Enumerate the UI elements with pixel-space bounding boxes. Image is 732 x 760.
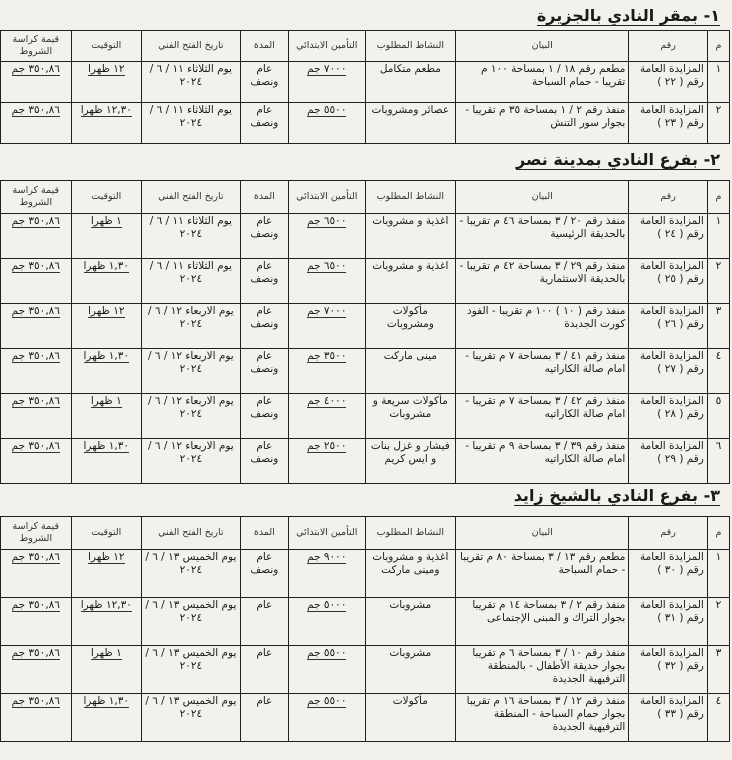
cell-fee: ٣٥٠,٨٦ جم xyxy=(1,304,72,349)
cell-duration: عام ونصف xyxy=(240,550,288,598)
cell-date: يوم الاربعاء ١٢ / ٦ / ٢٠٢٤ xyxy=(142,349,241,394)
cell-duration: عام ونصف xyxy=(240,349,288,394)
cell-duration: عام ونصف xyxy=(240,62,288,103)
cell-id: المزايدة العامة رقم ( ٣٢ ) xyxy=(629,646,708,694)
column-header: رقم xyxy=(629,31,708,62)
cell-deposit: ٩٠٠٠ جم xyxy=(289,550,366,598)
cell-desc: منفذ رقم ٤١ / ٣ بمساحة ٧ م تقريبا - امام صالة الكاراتيه xyxy=(456,349,629,394)
cell-desc: منفذ رقم ٢ / ٣ بمساحة ١٤ م تقريبا بجوار التراك و المبنى الإجتماعى xyxy=(456,598,629,646)
cell-fee: ٣٥٠,٨٦ جم xyxy=(1,214,72,259)
column-header: التوقيت xyxy=(71,31,141,62)
column-header: البيان xyxy=(456,181,629,214)
cell-date: يوم الثلاثاء ١١ / ٦ / ٢٠٢٤ xyxy=(142,62,241,103)
column-header: التأمين الابتدائي xyxy=(289,181,366,214)
cell-activity: مشروبات xyxy=(365,598,456,646)
table-row xyxy=(1,394,730,439)
cell-id: المزايدة العامة رقم ( ٢٨ ) xyxy=(629,394,708,439)
cell-n: ٥ xyxy=(707,394,729,439)
cell-n: ٤ xyxy=(707,349,729,394)
section-title: ٢- بفرع النادي بمدينة نصر xyxy=(516,150,720,169)
section-title: ٣- بفرع النادي بالشيخ زايد xyxy=(513,486,720,505)
cell-deposit: ٥٥٠٠ جم xyxy=(289,694,366,742)
cell-desc: مطعم رقم ١٣ / ٣ بمساحة ٨٠ م تقريبا - حمام السباحة xyxy=(456,550,629,598)
cell-id: المزايدة العامة رقم ( ٢٧ ) xyxy=(629,349,708,394)
cell-duration: عام ونصف xyxy=(240,304,288,349)
cell-activity: مأكولات سريعة و مشروبات xyxy=(365,394,456,439)
column-header: رقم xyxy=(629,181,708,214)
cell-fee: ٣٥٠,٨٦ جم xyxy=(1,103,72,144)
cell-desc: منفذ رقم ١٠ / ٣ بمساحة ٦ م تقريبا بجوار حديقة الأطفال - بالمنطقة الترفيهية الجديدة xyxy=(456,646,629,694)
cell-duration: عام ونصف xyxy=(240,394,288,439)
table-row xyxy=(1,598,730,646)
cell-duration: عام ونصف xyxy=(240,103,288,144)
table-row xyxy=(1,259,730,304)
cell-date: يوم الثلاثاء ١١ / ٦ / ٢٠٢٤ xyxy=(142,259,241,304)
cell-deposit: ٥٠٠٠ جم xyxy=(289,598,366,646)
cell-fee: ٣٥٠,٨٦ جم xyxy=(1,439,72,484)
cell-time: ١,٣٠ ظهرا xyxy=(71,259,141,304)
cell-activity: مينى ماركت xyxy=(365,349,456,394)
table-header-row xyxy=(1,31,730,62)
table-row xyxy=(1,349,730,394)
cell-time: ١ ظهرا xyxy=(71,214,141,259)
column-header: النشاط المطلوب xyxy=(365,517,456,550)
cell-time: ١,٣٠ ظهرا xyxy=(71,349,141,394)
cell-n: ١ xyxy=(707,62,729,103)
auction-table xyxy=(0,516,730,742)
section-title: ١- بمقر النادي بالجزيرة xyxy=(536,6,720,25)
column-header: المدة xyxy=(240,181,288,214)
cell-activity: اغذية و مشروبات xyxy=(365,259,456,304)
cell-date: يوم الثلاثاء ١١ / ٦ / ٢٠٢٤ xyxy=(142,214,241,259)
cell-id: المزايدة العامة رقم ( ٢٩ ) xyxy=(629,439,708,484)
table-row xyxy=(1,646,730,694)
cell-duration: عام ونصف xyxy=(240,214,288,259)
column-header: تاريخ الفتح الفني xyxy=(142,31,241,62)
cell-fee: ٣٥٠,٨٦ جم xyxy=(1,62,72,103)
cell-time: ١٢,٣٠ ظهرا xyxy=(71,598,141,646)
column-header: التأمين الابتدائي xyxy=(289,31,366,62)
cell-activity: اغذية و مشروبات ومينى ماركت xyxy=(365,550,456,598)
cell-n: ٢ xyxy=(707,598,729,646)
cell-n: ٢ xyxy=(707,259,729,304)
cell-desc: مطعم رقم ١٨ / ١ بمساحة ١٠٠ م تقريبا - حمام السباحة xyxy=(456,62,629,103)
column-header: م xyxy=(707,517,729,550)
column-header: النشاط المطلوب xyxy=(365,181,456,214)
column-header: التأمين الابتدائي xyxy=(289,517,366,550)
cell-activity: مطعم متكامل xyxy=(365,62,456,103)
cell-duration: عام xyxy=(240,694,288,742)
cell-n: ٤ xyxy=(707,694,729,742)
cell-time: ١٢ ظهرا xyxy=(71,62,141,103)
cell-id: المزايدة العامة رقم ( ٣١ ) xyxy=(629,598,708,646)
column-header: قيمة كراسة الشروط xyxy=(1,31,72,62)
cell-deposit: ٤٠٠٠ جم xyxy=(289,394,366,439)
cell-deposit: ٢٥٠٠ جم xyxy=(289,439,366,484)
auction-table xyxy=(0,30,730,144)
cell-duration: عام ونصف xyxy=(240,259,288,304)
cell-time: ١ ظهرا xyxy=(71,646,141,694)
cell-date: يوم الخميس ١٣ / ٦ / ٢٠٢٤ xyxy=(142,598,241,646)
cell-activity: مأكولات ومشروبات xyxy=(365,304,456,349)
cell-deposit: ٥٥٠٠ جم xyxy=(289,646,366,694)
column-header: تاريخ الفتح الفني xyxy=(142,517,241,550)
cell-deposit: ٦٥٠٠ جم xyxy=(289,214,366,259)
cell-activity: عصائر ومشروبات xyxy=(365,103,456,144)
table-header-row xyxy=(1,517,730,550)
cell-date: يوم الاربعاء ١٢ / ٦ / ٢٠٢٤ xyxy=(142,394,241,439)
table-row xyxy=(1,103,730,144)
column-header: النشاط المطلوب xyxy=(365,31,456,62)
cell-date: يوم الخميس ١٣ / ٦ / ٢٠٢٤ xyxy=(142,694,241,742)
cell-n: ١ xyxy=(707,214,729,259)
cell-fee: ٣٥٠,٨٦ جم xyxy=(1,550,72,598)
cell-deposit: ٧٠٠٠ جم xyxy=(289,62,366,103)
cell-time: ١٢ ظهرا xyxy=(71,304,141,349)
table-row xyxy=(1,439,730,484)
cell-time: ١٢ ظهرا xyxy=(71,550,141,598)
cell-desc: منفذ رقم ٢٠ / ٣ بمساحة ٤٦ م تقريبا - بالحديقة الرئيسية xyxy=(456,214,629,259)
cell-time: ١ ظهرا xyxy=(71,394,141,439)
cell-deposit: ٦٥٠٠ جم xyxy=(289,259,366,304)
cell-activity: مشروبات xyxy=(365,646,456,694)
column-header: المدة xyxy=(240,31,288,62)
cell-id: المزايدة العامة رقم ( ٣٣ ) xyxy=(629,694,708,742)
cell-id: المزايدة العامة رقم ( ٢٤ ) xyxy=(629,214,708,259)
table-row xyxy=(1,62,730,103)
cell-duration: عام xyxy=(240,598,288,646)
cell-fee: ٣٥٠,٨٦ جم xyxy=(1,646,72,694)
cell-fee: ٣٥٠,٨٦ جم xyxy=(1,598,72,646)
cell-desc: منفذ رقم ١٢ / ٣ بمساحة ١٦ م تقريبا بجوار حمام السباحة - المنطقة الترفيهية الجديدة xyxy=(456,694,629,742)
cell-date: يوم الخميس ١٣ / ٦ / ٢٠٢٤ xyxy=(142,646,241,694)
column-header: م xyxy=(707,31,729,62)
column-header: التوقيت xyxy=(71,517,141,550)
cell-n: ١ xyxy=(707,550,729,598)
cell-fee: ٣٥٠,٨٦ جم xyxy=(1,394,72,439)
column-header: البيان xyxy=(456,31,629,62)
cell-fee: ٣٥٠,٨٦ جم xyxy=(1,694,72,742)
cell-id: المزايدة العامة رقم ( ٢٦ ) xyxy=(629,304,708,349)
column-header: تاريخ الفتح الفني xyxy=(142,181,241,214)
cell-duration: عام xyxy=(240,646,288,694)
cell-activity: اغذية و مشروبات xyxy=(365,214,456,259)
cell-id: المزايدة العامة رقم ( ٢٣ ) xyxy=(629,103,708,144)
cell-desc: منفذ رقم ( ١٠ ) ١٠٠ م تقريبا - الفود كورت الجديدة xyxy=(456,304,629,349)
cell-n: ٢ xyxy=(707,103,729,144)
cell-deposit: ٧٠٠٠ جم xyxy=(289,304,366,349)
table-row xyxy=(1,214,730,259)
cell-desc: منفذ رقم ٣٩ / ٣ بمساحة ٩ م تقريبا - امام صالة الكاراتيه xyxy=(456,439,629,484)
cell-desc: منفذ رقم ٢٩ / ٣ بمساحة ٤٢ م تقريبا - بالحديقة الاستثمارية xyxy=(456,259,629,304)
column-header: قيمة كراسة الشروط xyxy=(1,181,72,214)
cell-deposit: ٣٥٠٠ جم xyxy=(289,349,366,394)
cell-date: يوم الخميس ١٣ / ٦ / ٢٠٢٤ xyxy=(142,550,241,598)
column-header: قيمة كراسة الشروط xyxy=(1,517,72,550)
table-row xyxy=(1,694,730,742)
auction-table xyxy=(0,180,730,484)
cell-activity: مأكولات xyxy=(365,694,456,742)
column-header: البيان xyxy=(456,517,629,550)
cell-time: ١,٣٠ ظهرا xyxy=(71,694,141,742)
cell-id: المزايدة العامة رقم ( ٣٠ ) xyxy=(629,550,708,598)
table-header-row xyxy=(1,181,730,214)
cell-deposit: ٥٥٠٠ جم xyxy=(289,103,366,144)
cell-date: يوم الاربعاء ١٢ / ٦ / ٢٠٢٤ xyxy=(142,304,241,349)
cell-date: يوم الاربعاء ١٢ / ٦ / ٢٠٢٤ xyxy=(142,439,241,484)
cell-activity: فيشار و غزل بنات و ايس كريم xyxy=(365,439,456,484)
column-header: التوقيت xyxy=(71,181,141,214)
cell-fee: ٣٥٠,٨٦ جم xyxy=(1,349,72,394)
cell-time: ١,٣٠ ظهرا xyxy=(71,439,141,484)
cell-fee: ٣٥٠,٨٦ جم xyxy=(1,259,72,304)
cell-date: يوم الثلاثاء ١١ / ٦ / ٢٠٢٤ xyxy=(142,103,241,144)
table-row xyxy=(1,304,730,349)
cell-n: ٦ xyxy=(707,439,729,484)
cell-desc: منفذ رقم ٢ / ١ بمساحة ٣٥ م تقريبا - بجوار سور التنش xyxy=(456,103,629,144)
cell-desc: منفذ رقم ٤٢ / ٣ بمساحة ٧ م تقريبا - امام صالة الكاراتيه xyxy=(456,394,629,439)
column-header: م xyxy=(707,181,729,214)
column-header: رقم xyxy=(629,517,708,550)
cell-n: ٣ xyxy=(707,304,729,349)
cell-n: ٣ xyxy=(707,646,729,694)
cell-id: المزايدة العامة رقم ( ٢٢ ) xyxy=(629,62,708,103)
cell-time: ١٢,٣٠ ظهرا xyxy=(71,103,141,144)
cell-id: المزايدة العامة رقم ( ٢٥ ) xyxy=(629,259,708,304)
column-header: المدة xyxy=(240,517,288,550)
cell-duration: عام ونصف xyxy=(240,439,288,484)
table-row xyxy=(1,550,730,598)
